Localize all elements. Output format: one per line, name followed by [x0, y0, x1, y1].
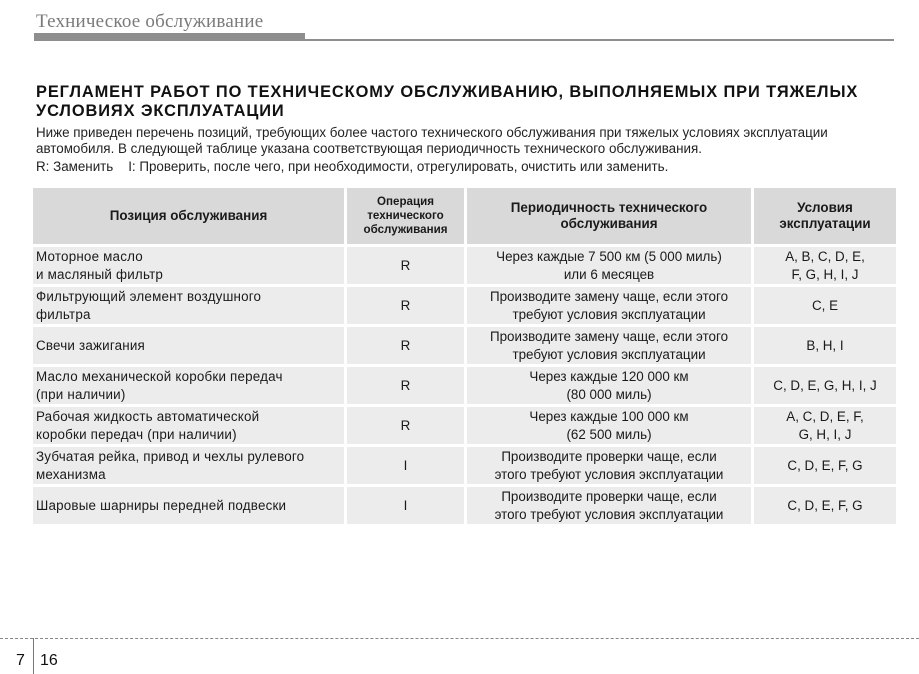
cell-item-line: Шаровые шарниры передней подвески [36, 497, 287, 513]
cell-conditions [754, 407, 896, 444]
cell-item-line: фильтра [36, 306, 91, 322]
cell-interval-line: (80 000 миль) [566, 386, 652, 402]
cell-conditions-line: F, G, H, I, J [791, 266, 859, 282]
cell-operation: R [347, 287, 464, 324]
table-row [33, 287, 896, 324]
header-conditions: Условия эксплуатации [754, 188, 896, 244]
cell-interval-line: этого требуют условия эксплуатации [494, 466, 724, 482]
cell-conditions [754, 327, 896, 364]
cell-item-line: Рабочая жидкость автоматической [36, 408, 260, 424]
cell-interval-line: требуют условия эксплуатации [512, 346, 706, 362]
header-item: Позиция обслуживания [33, 188, 344, 244]
table-row [33, 247, 896, 284]
legend-inspect: I: Проверить, после чего, при необходимости, отрегулировать, очистить или заменить. [128, 159, 669, 174]
cell-interval-line: этого требуют условия эксплуатации [494, 506, 724, 522]
cell-interval [467, 407, 751, 444]
footer-rule [0, 638, 919, 639]
cell-operation: R [347, 247, 464, 284]
cell-conditions-line: A, B, C, D, E, [785, 248, 865, 264]
cell-interval [467, 447, 751, 484]
page-number: 16 [40, 652, 58, 669]
cell-item [33, 407, 344, 444]
table-row [33, 487, 896, 524]
table-row [33, 407, 896, 444]
cell-interval [467, 367, 751, 404]
cell-interval-line: Через каждые 120 000 км [529, 368, 689, 384]
cell-conditions-line: C, D, E, F, G [787, 497, 863, 513]
chapter-number: 7 [16, 652, 25, 669]
footer-divider [33, 638, 34, 674]
cell-item [33, 287, 344, 324]
cell-interval-line: требуют условия эксплуатации [512, 306, 706, 322]
cell-operation: I [347, 487, 464, 524]
table-row [33, 367, 896, 404]
cell-item-line: и масляный фильтр [36, 266, 164, 282]
table-row [33, 327, 896, 364]
legend-line [36, 159, 896, 175]
cell-conditions [754, 287, 896, 324]
cell-conditions [754, 447, 896, 484]
cell-item [33, 327, 344, 364]
cell-conditions-line: G, H, I, J [798, 426, 852, 442]
cell-interval [467, 487, 751, 524]
cell-interval-line: или 6 месяцев [563, 266, 655, 282]
maintenance-table [30, 185, 899, 527]
cell-conditions [754, 367, 896, 404]
cell-interval [467, 327, 751, 364]
cell-interval-line: Производите замену чаще, если этого [489, 328, 729, 344]
cell-conditions-line: A, C, D, E, F, [786, 408, 864, 424]
cell-item-line: Фильтрующий элемент воздушного [36, 288, 262, 304]
cell-interval-line: Через каждые 100 000 км [529, 408, 689, 424]
section-title: РЕГЛАМЕНТ РАБОТ ПО ТЕХНИЧЕСКОМУ ОБСЛУЖИВАНИЮ, ВЫПОЛНЯЕМЫХ ПРИ ТЯЖЕЛЫХ УСЛОВИЯХ ЭКСПЛУАТАЦИИ [36, 83, 859, 120]
cell-item [33, 247, 344, 284]
header-interval: Периодичность технического обслуживания [467, 188, 751, 244]
cell-operation: R [347, 327, 464, 364]
cell-item [33, 447, 344, 484]
table-header-row [33, 188, 896, 244]
header-operation: Операция технического обслуживания [347, 188, 464, 244]
cell-item-line: Моторное масло [36, 248, 143, 264]
cell-conditions [754, 247, 896, 284]
running-header-title: Техническое обслуживание [36, 11, 264, 32]
cell-item-line: Масло механической коробки передач [36, 368, 283, 384]
cell-item-line: (при наличии) [36, 386, 126, 402]
cell-interval-line: (62 500 миль) [566, 426, 652, 442]
header-rule [305, 39, 894, 41]
cell-operation: R [347, 407, 464, 444]
cell-operation: I [347, 447, 464, 484]
cell-conditions [754, 487, 896, 524]
cell-item-line: коробки передач (при наличии) [36, 426, 237, 442]
cell-item-line: механизма [36, 466, 106, 482]
cell-operation: R [347, 367, 464, 404]
cell-interval-line: Через каждые 7 500 км (5 000 миль) [496, 248, 722, 264]
cell-conditions-line: C, D, E, F, G [787, 457, 863, 473]
cell-interval [467, 247, 751, 284]
cell-interval-line: Производите проверки чаще, если [501, 448, 717, 464]
cell-item-line: Зубчатая рейка, привод и чехлы рулевого [36, 448, 305, 464]
cell-item-line: Свечи зажигания [36, 337, 145, 353]
cell-interval-line: Производите замену чаще, если этого [489, 288, 729, 304]
intro-paragraph: Ниже приведен перечень позиций, требующих более частого технического обслуживания при тяжелых условиях эксплуатации автомобиля. В следующей таблице указана соответствующая периодичность технического обслуживания. [36, 125, 828, 156]
cell-conditions-line: C, D, E, G, H, I, J [773, 377, 877, 393]
cell-conditions-line: C, E [811, 297, 839, 313]
header-bar [34, 33, 305, 41]
cell-item [33, 367, 344, 404]
cell-conditions-line: B, H, I [806, 337, 844, 353]
cell-interval-line: Производите проверки чаще, если [501, 488, 717, 504]
table-row [33, 447, 896, 484]
cell-item [33, 487, 344, 524]
legend-replace: R: Заменить [36, 159, 114, 174]
cell-interval [467, 287, 751, 324]
